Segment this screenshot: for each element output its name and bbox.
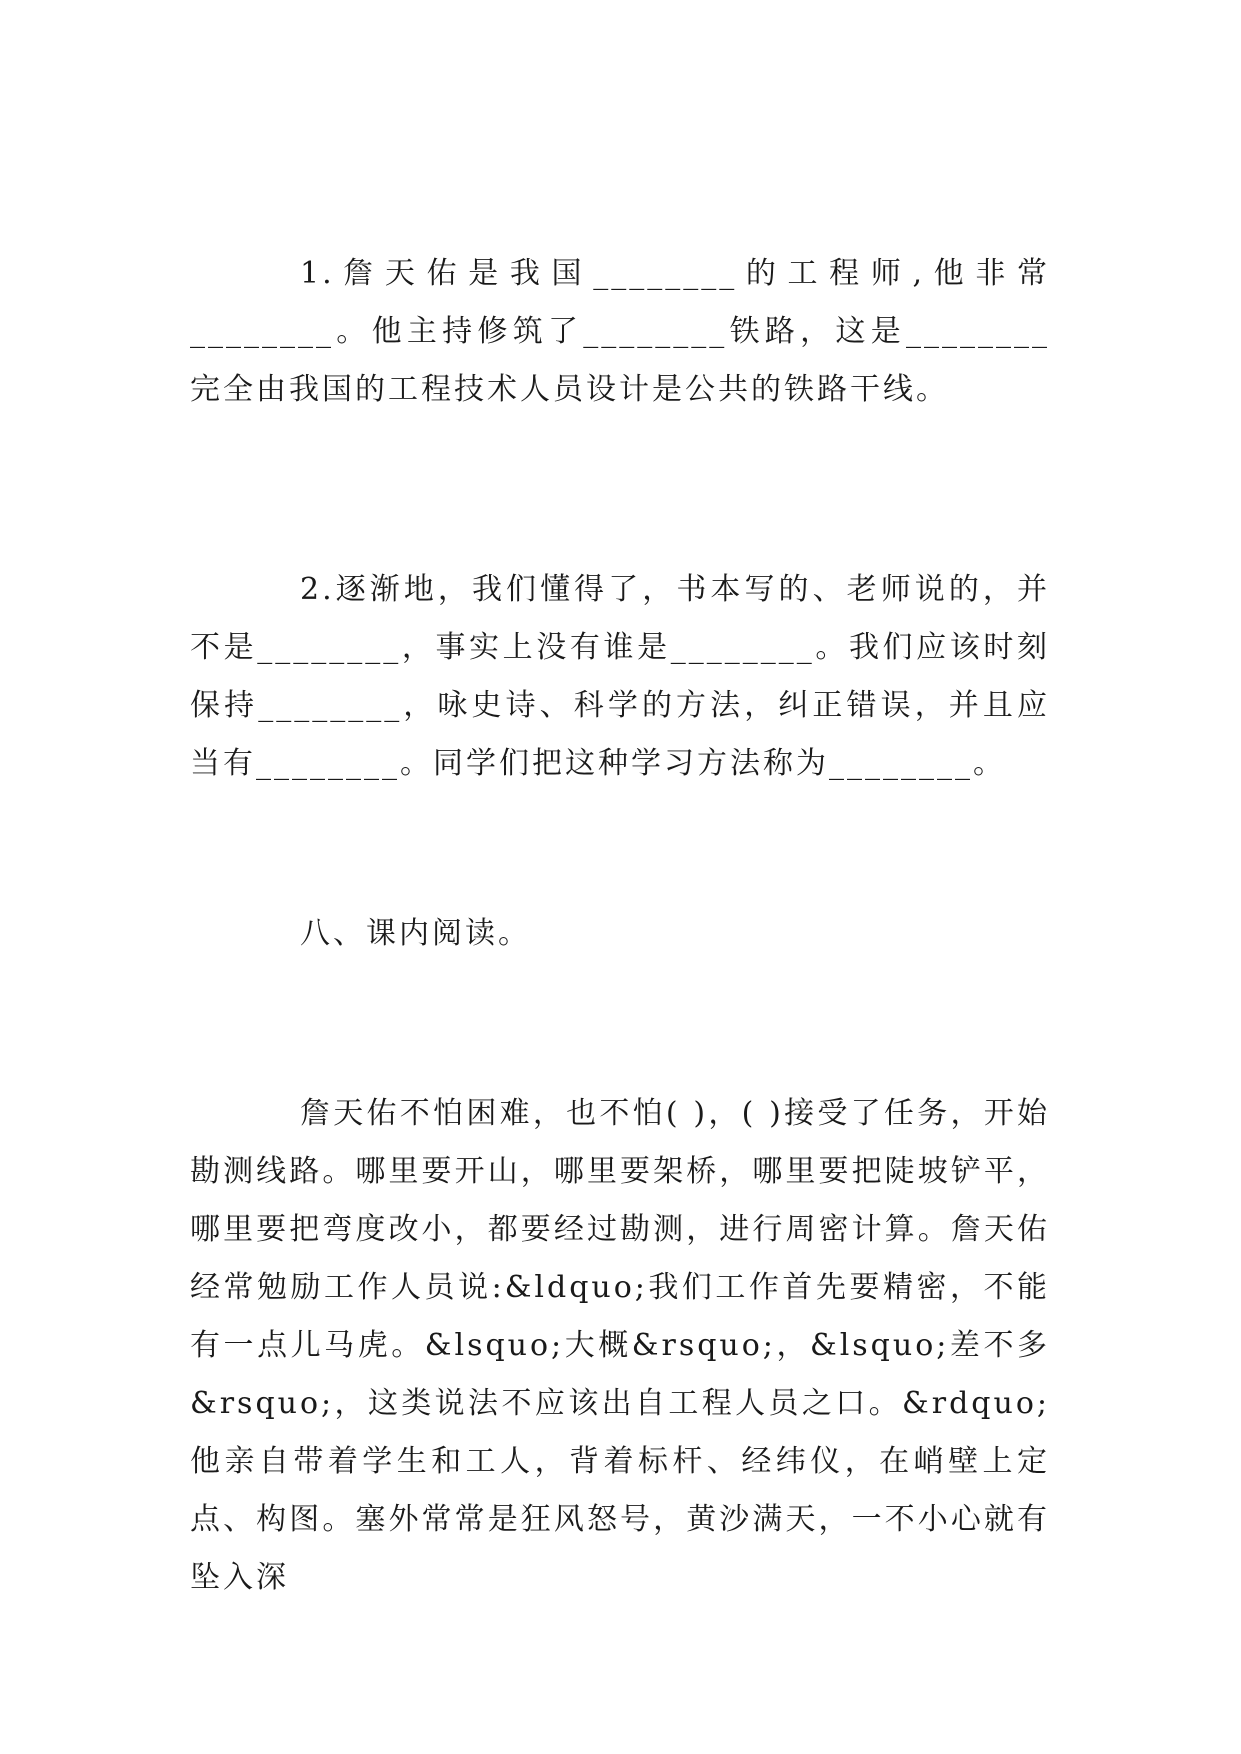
question-2-paragraph: 2.逐渐地，我们懂得了，书本写的、老师说的，并不是________，事实上没有谁是________。我们应该时刻保持________，咏史诗、科学的方法，纠正错误，并且应当有________。同学们把这种学习方法称为________。 (190, 572, 1050, 781)
section-8-heading: 八、课内阅读。 (300, 916, 531, 951)
reading-passage-paragraph: 詹天佑不怕困难，也不怕( )，( )接受了任务，开始勘测线路。哪里要开山，哪里要架桥，哪里要把陡坡铲平，哪里要把弯度改小，都要经过勘测，进行周密计算。詹天佑经常勉励工作人员说:&ldquo;我们工作首先要精密，不能有一点儿马虎。&lsquo;大概&rsquo;，&lsquo;差不多&rsquo;，这类说法不应该出自工程人员之口。&rdquo;他亲自带着学生和工人，背着标杆、经纬仪，在峭壁上定点、构图。塞外常常是狂风怒号，黄沙满天，一不小心就有坠入深 (190, 1096, 1050, 1595)
question-1-paragraph: 1.詹天佑是我国________的工程师,他非常________。他主持修筑了________铁路，这是________完全由我国的工程技术人员设计是公共的铁路干线。 (190, 256, 1050, 407)
